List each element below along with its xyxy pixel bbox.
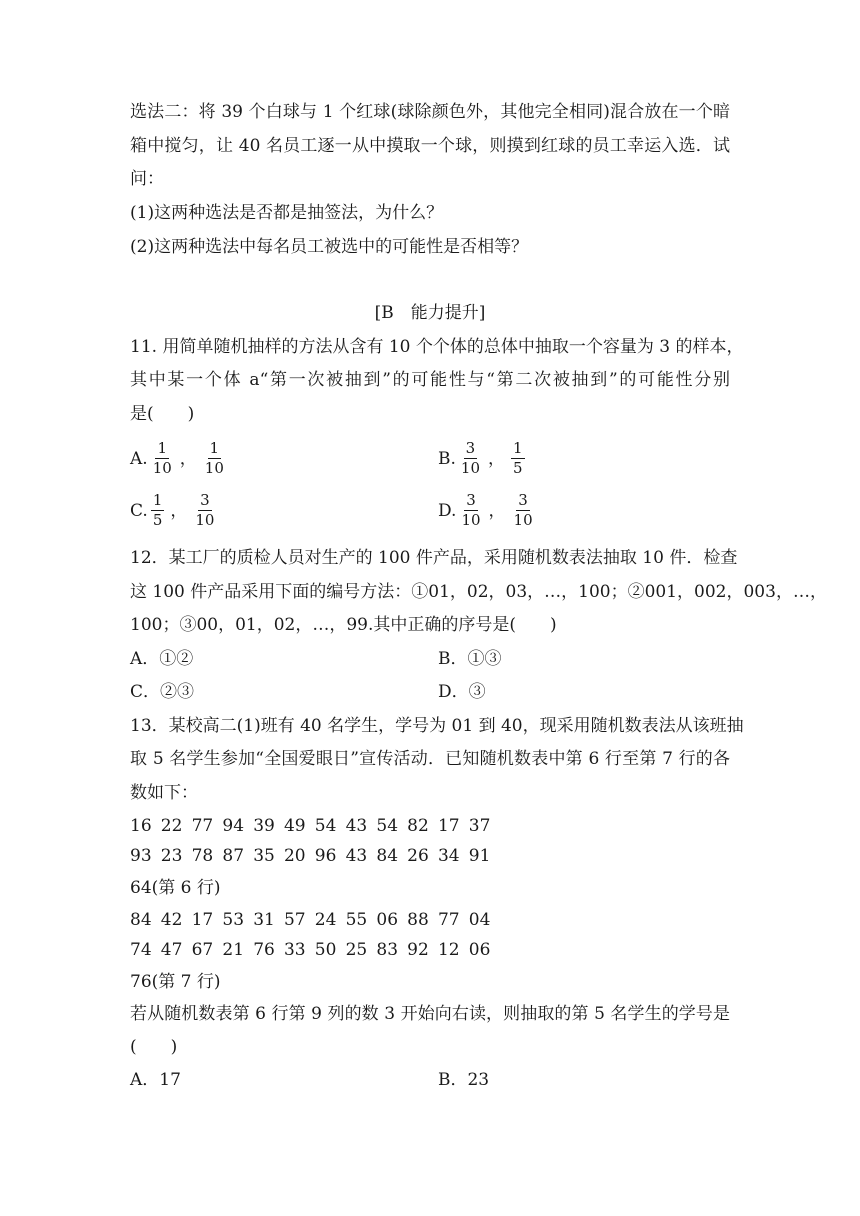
q13-line-3: 数如下： — [130, 783, 198, 803]
random-number: 31 — [253, 910, 275, 930]
numerator: 3 — [200, 491, 210, 509]
q13-option-a: A．17 — [130, 1070, 181, 1090]
random-number: 77 — [437, 910, 460, 930]
q10-line-1: 选法二：将 39 个白球与 1 个红球(球除颜色外，其他完全相同)混合放在一个暗 — [130, 102, 730, 122]
q13-line-5: ( ) — [130, 1037, 178, 1057]
random-number: 16 — [130, 816, 152, 836]
random-number: 54 — [314, 816, 337, 836]
random-number: 06 — [376, 910, 399, 930]
denominator: 10 — [460, 459, 480, 477]
random-number: 88 — [407, 910, 429, 930]
random-number: 74 — [130, 940, 152, 960]
q11-option-c: C. $\frac{1}{5}$ ， $\frac{3}{10}$ — [130, 491, 215, 529]
section-title: [B 能力提升] — [374, 303, 486, 323]
random-number: 53 — [222, 910, 245, 930]
random-number: 87 — [222, 846, 245, 866]
numerator: 1 — [152, 491, 163, 509]
q10-sub-question-1: (1)这两种选法是否都是抽签法，为什么？ — [130, 203, 444, 223]
random-number: 84 — [130, 910, 152, 930]
q12-option-b: B．①③ — [438, 649, 502, 669]
random-number: 21 — [222, 940, 245, 960]
random-number: 20 — [283, 846, 306, 866]
denominator: 10 — [513, 511, 533, 529]
fraction — [203, 440, 226, 477]
random-number: 25 — [345, 940, 368, 960]
q13-line-1: 13．某校高二(1)班有 40 名学生，学号为 01 到 40，现采用随机数表法从该班抽 — [130, 716, 744, 736]
q11-line-3: 是( ) — [130, 404, 195, 424]
random-number: 33 — [283, 940, 306, 960]
q11-option-a: A. $\frac{1}{10}$ ， $\frac{1}{10}$ — [130, 439, 224, 477]
random-table-row-6a — [130, 815, 500, 837]
random-number: 26 — [407, 846, 429, 866]
option-label: D. — [438, 500, 457, 521]
q10-line-2: 箱中搅匀，让 40 名员工逐一从中摸取一个球，则摸到红球的员工幸运入选．试 — [130, 136, 730, 156]
random-number: 04 — [468, 910, 491, 930]
random-number: 94 — [222, 816, 245, 836]
q10-sub-question-2: (2)这两种选法中每名员工被选中的可能性是否相等？ — [130, 237, 529, 257]
random-number: 83 — [376, 940, 399, 960]
q13-line-2: 取 5 名学生参加“全国爱眼日”宣传活动．已知随机数表中第 6 行至第 7 行的各 — [130, 749, 730, 769]
random-table-row-6c: 64(第 6 行) — [130, 878, 221, 898]
numerator: 1 — [157, 439, 167, 457]
random-number: 17 — [437, 816, 460, 836]
fraction — [511, 440, 525, 477]
random-number: 82 — [407, 816, 429, 836]
q12-option-a: A．①② — [130, 649, 194, 669]
random-number: 47 — [160, 940, 183, 960]
random-number: 57 — [283, 910, 306, 930]
random-number: 55 — [345, 910, 368, 930]
random-number: 93 — [130, 846, 152, 866]
q11-option-b: B. $\frac{3}{10}$ ， $\frac{1}{5}$ — [438, 439, 523, 477]
numerator: 3 — [466, 491, 476, 509]
denominator: 10 — [461, 511, 481, 529]
random-number: 42 — [160, 910, 183, 930]
q10-line-3: 问： — [130, 169, 164, 189]
random-number: 43 — [345, 816, 368, 836]
q11-option-d: D. $\frac{3}{10}$ ， $\frac{3}{10}$ — [438, 491, 533, 529]
random-number: 76 — [253, 940, 275, 960]
random-number: 34 — [437, 846, 460, 866]
random-number: 54 — [376, 816, 399, 836]
random-number: 37 — [468, 816, 491, 836]
numerator: 1 — [513, 439, 523, 457]
denominator: 5 — [513, 459, 523, 477]
random-number: 49 — [283, 816, 306, 836]
random-number: 23 — [160, 846, 183, 866]
numerator: 3 — [518, 491, 528, 509]
option-label: A. — [130, 448, 148, 469]
fraction — [151, 440, 174, 477]
random-number: 91 — [468, 846, 491, 866]
fraction — [459, 492, 482, 529]
option-label: C. — [130, 500, 148, 521]
q12-option-d: D．③ — [438, 682, 486, 702]
fraction — [193, 492, 216, 529]
random-number: 22 — [160, 816, 183, 836]
q12-line-3: 100；③00，01，02，…，99.其中正确的序号是( ) — [130, 615, 557, 635]
random-number: 24 — [314, 910, 337, 930]
denominator: 10 — [152, 459, 172, 477]
random-number: 96 — [314, 846, 337, 866]
random-number: 35 — [253, 846, 275, 866]
random-table-row-7c: 76(第 7 行) — [130, 972, 221, 992]
random-table-row-7b — [130, 939, 500, 961]
fraction — [151, 492, 165, 529]
random-number: 12 — [437, 940, 460, 960]
random-number: 39 — [253, 816, 275, 836]
denominator: 10 — [204, 459, 224, 477]
random-table-row-7a — [130, 909, 500, 931]
q13-option-b: B．23 — [438, 1070, 490, 1090]
random-number: 67 — [191, 940, 214, 960]
random-number: 92 — [407, 940, 429, 960]
random-number: 77 — [191, 816, 214, 836]
q12-line-2: 这 100 件产品采用下面的编号方法：①01，02，03，…，100；②001，002，003，…， — [130, 582, 827, 602]
denominator: 10 — [195, 511, 215, 529]
q11-line-2: 其中某一个体 a“第一次被抽到”的可能性与“第二次被抽到”的可能性分别 — [130, 370, 730, 390]
option-label: B. — [438, 448, 456, 469]
random-number: 84 — [376, 846, 399, 866]
denominator: 5 — [152, 511, 163, 529]
random-number: 43 — [345, 846, 368, 866]
random-table-row-6b — [130, 845, 500, 867]
numerator: 1 — [209, 439, 220, 457]
q12-line-1: 12．某工厂的质检人员对生产的 100 件产品，采用随机数表法抽取 10 件．检查 — [130, 548, 738, 568]
random-number: 50 — [314, 940, 337, 960]
q13-line-4: 若从随机数表第 6 行第 9 列的数 3 开始向右读，则抽取的第 5 名学生的学号是 — [130, 1004, 730, 1024]
random-number: 06 — [468, 940, 491, 960]
q12-option-c: C．②③ — [130, 682, 195, 702]
random-number: 17 — [191, 910, 214, 930]
numerator: 3 — [465, 439, 476, 457]
fraction — [512, 492, 535, 529]
random-number: 78 — [191, 846, 214, 866]
fraction — [459, 440, 482, 477]
q11-line-1: 11. 用简单随机抽样的方法从含有 10 个个体的总体中抽取一个容量为 3 的样本， — [130, 337, 744, 357]
